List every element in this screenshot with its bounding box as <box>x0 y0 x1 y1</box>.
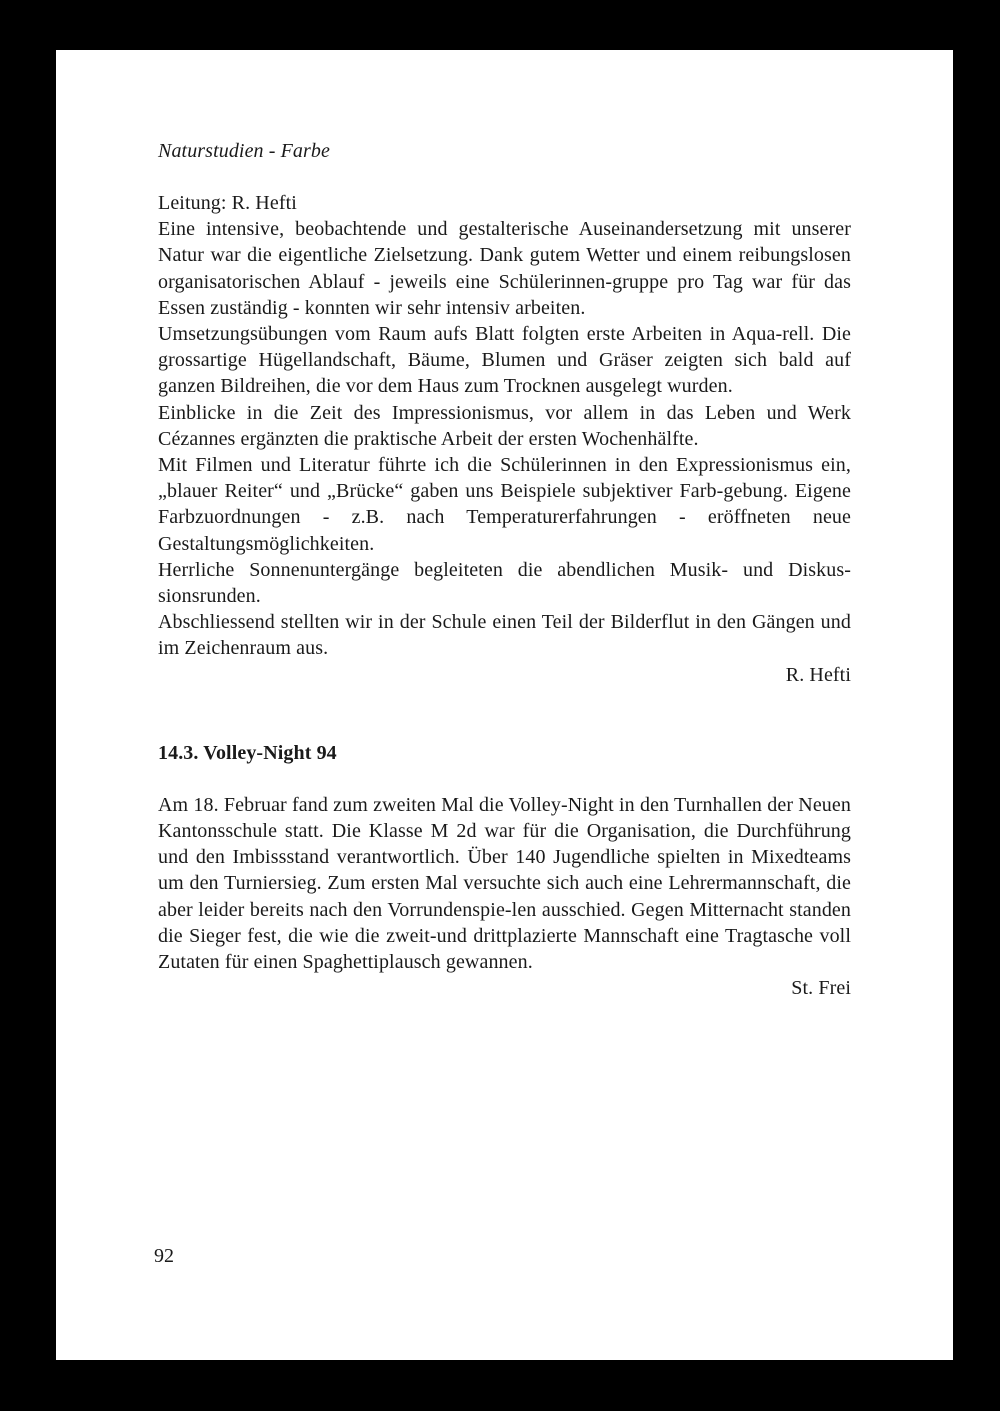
section-title: Naturstudien - Farbe <box>158 140 330 162</box>
paragraph: Am 18. Februar fand zum zweiten Mal die Volley-Night in den Turnhallen der Neuen Kantonsschule statt. Die Klasse M 2d war für die Organisation, die Durchführung und den Imbissstand verantwortlich. Über 140 Jugendliche spielten in Mixedteams um den Turniersieg. Zum ersten Mal versuchte sich auch eine Lehrermannschaft, die aber leider bereits nach den Vorrundenspie-len ausschied. Gegen Mitternacht standen die Sieger fest, die wie die zweit-und drittplazierte Mannschaft eine Tragtasche voll Zutaten für einen Spaghettiplausch gewannen. <box>158 793 851 974</box>
paragraph: Eine intensive, beobachtende und gestalterische Auseinandersetzung mit unserer Natur war die eigentliche Zielsetzung. Dank gutem Wetter und einem reibungslosen organisatorischen Ablauf - jeweils eine Schülerinnen-gruppe pro Tag war für das Essen zuständig - konnten wir sehr intensiv arbeiten. <box>158 218 851 319</box>
page-number: 92 <box>154 1245 174 1267</box>
author-signature: R. Hefti <box>785 663 851 686</box>
scan-border-right <box>953 0 1000 1411</box>
scan-border-top <box>0 0 1000 50</box>
page-body <box>158 138 851 1001</box>
scan-border-left <box>0 0 56 1411</box>
paragraph: Abschliessend stellten wir in der Schule einen Teil der Bilderflut in den Gängen und im Zeichenraum aus. <box>158 611 851 660</box>
section-leader: Leitung: R. Hefti <box>158 192 297 214</box>
paragraph: Umsetzungsübungen vom Raum aufs Blatt folgten erste Arbeiten in Aqua-rell. Die grossartige Hügellandschaft, Bäume, Blumen und Gräser zeigten sich bald auf ganzen Bildreihen, die vor dem Haus zum Trocknen ausgelegt wurden. <box>158 323 851 398</box>
scan-border-bottom <box>0 1360 1000 1411</box>
section-heading: 14.3. Volley-Night 94 <box>158 741 337 764</box>
paragraph: Einblicke in die Zeit des Impressionismus, vor allem in das Leben und Werk Cézannes ergänzten die praktische Arbeit der ersten Wochenhälfte. <box>158 401 851 450</box>
paragraph: Mit Filmen und Literatur führte ich die Schülerinnen in den Expressionismus ein, „blauer Reiter“ und „Brücke“ gaben uns Beispiele subjektiver Farb-gebung. Eigene Farbzuordnungen - z.B. nach Temperaturerfahrungen - eröffneten neue Gestaltungsmöglichkeiten. <box>158 454 851 555</box>
document-page <box>56 50 953 1360</box>
paragraph: Herrliche Sonnenuntergänge begleiteten die abendlichen Musik- und Diskus-sionsrunden. <box>158 558 851 608</box>
author-signature: St. Frei <box>791 977 851 1000</box>
